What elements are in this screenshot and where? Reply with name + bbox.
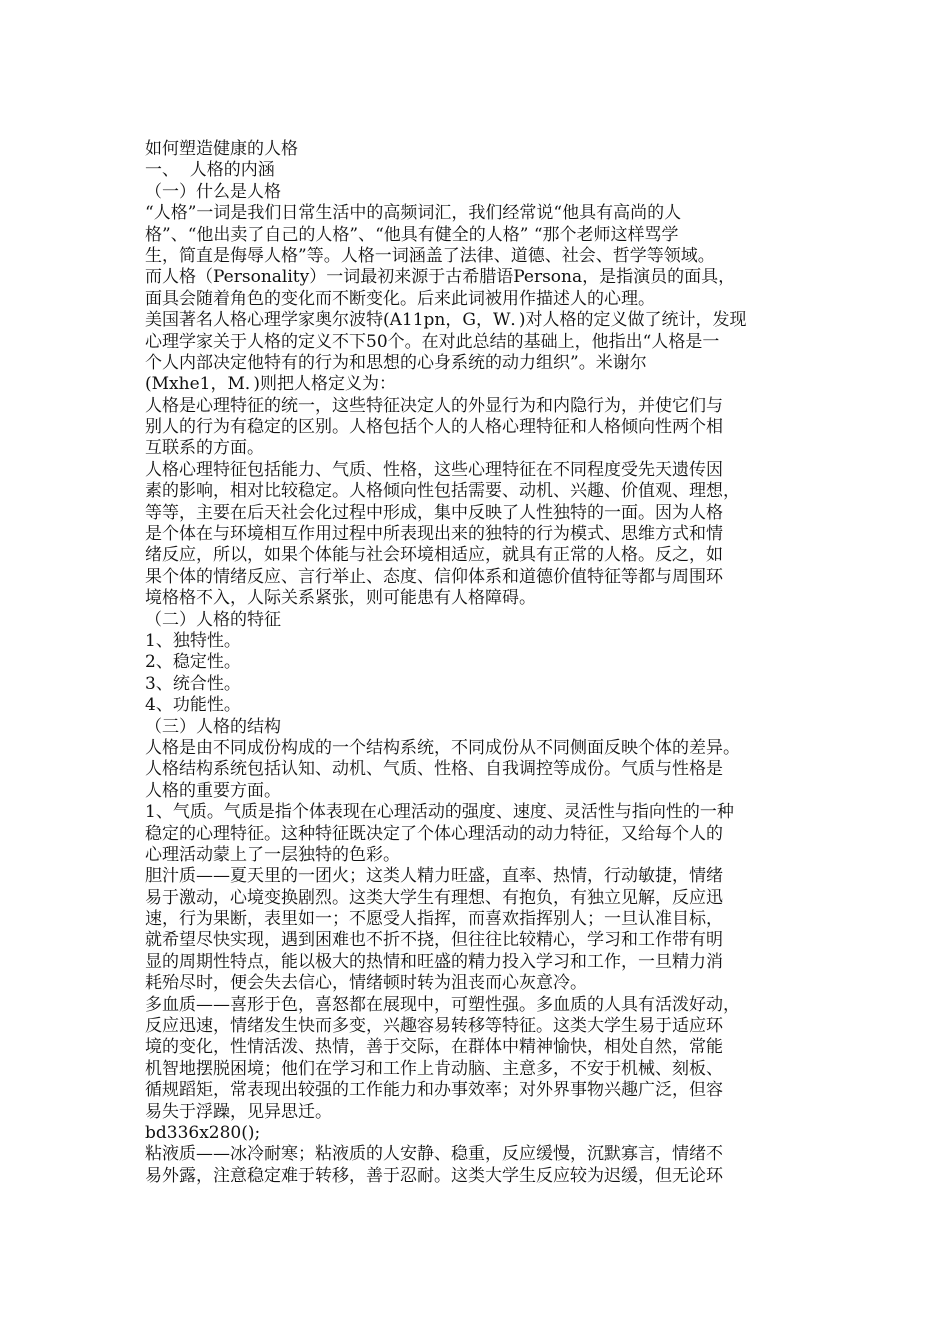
text-line: 别人的行为有稳定的区别。人格包括个人的人格心理特征和人格倾向性两个相 <box>145 417 723 438</box>
text-line: 心理学家关于人格的定义不下50个。在对此总结的基础上，他指出“人格是一 <box>145 331 720 352</box>
text-line: 是个体在与环境相互作用过程中所表现出来的独特的行为模式、思维方式和情 <box>145 524 723 545</box>
subsection-heading: （一）什么是人格 <box>145 181 281 202</box>
text-line: 胆汁质——夏天里的一团火；这类人精力旺盛，直率、热情，行动敏捷，情绪 <box>145 866 723 887</box>
list-item: 2、稳定性。 <box>145 652 241 673</box>
text-line: 心理活动蒙上了一层独特的色彩。 <box>145 844 400 865</box>
text-line: 人格的重要方面。 <box>145 780 281 801</box>
section-heading: 一、 人格的内涵 <box>145 160 275 181</box>
text-line: 显的周期性特点，能以极大的热情和旺盛的精力投入学习和工作，一旦精力消 <box>145 951 723 972</box>
text-line: 个人内部决定他特有的行为和思想的心身系统的动力组织”。米谢尔 <box>145 352 647 373</box>
text-line: 稳定的心理特征。这种特征既决定了个体心理活动的动力特征，又给每个人的 <box>145 823 723 844</box>
text-line: 耗殆尽时，便会失去信心，情绪顿时转为沮丧而心灰意冷。 <box>145 973 587 994</box>
text-line: 易于激动，心境变换剧烈。这类大学生有理想、有抱负，有独立见解，反应迅 <box>145 887 723 908</box>
text-line: 人格是心理特征的统一，这些特征决定人的外显行为和内隐行为，并使它们与 <box>145 395 723 416</box>
doc-title: 如何塑造健康的人格 <box>145 139 298 159</box>
text-line: 面具会随着角色的变化而不断变化。后来此词被用作描述人的心理。 <box>145 288 655 309</box>
code-line: bd336x280(); <box>145 1122 261 1143</box>
text-line: 境的变化，性情活泼、热情，善于交际，在群体中精神愉快，相处自然，常能 <box>145 1037 723 1058</box>
text-line: 境格格不入，人际关系紧张，则可能患有人格障碍。 <box>145 588 536 609</box>
text-line: 生，简直是侮辱人格”等。人格一词涵盖了法律、道德、社会、哲学等领域。 <box>145 245 715 266</box>
text-line: 循规蹈矩，常表现出较强的工作能力和办事效率；对外界事物兴趣广泛，但容 <box>145 1080 723 1101</box>
text-line: 绪反应，所以，如果个体能与社会环境相适应，就具有正常的人格。反之，如 <box>145 545 723 566</box>
text-line: 美国著名人格心理学家奥尔波特(A11pn，G，W．)对人格的定义做了统计，发现 <box>145 310 747 331</box>
list-item: 1、独特性。 <box>145 630 241 651</box>
text-line: “人格”一词是我们日常生活中的高频词汇，我们经常说“他具有高尚的人 <box>145 203 682 224</box>
list-item: 4、功能性。 <box>145 695 241 716</box>
subsection-heading: （三）人格的结构 <box>145 716 281 737</box>
subsection-heading: （二）人格的特征 <box>145 609 281 630</box>
text-line: 果个体的情绪反应、言行举止、态度、信仰体系和道德价值特征等都与周围环 <box>145 566 723 587</box>
text-line: 1、气质。气质是指个体表现在心理活动的强度、速度、灵活性与指向性的一种 <box>145 802 734 823</box>
document-body <box>145 139 810 1187</box>
text-line: 格”、“他出卖了自己的人格”、“他具有健全的人格” “那个老师这样骂学 <box>145 224 679 245</box>
text-line: 人格结构系统包括认知、动机、气质、性格、自我调控等成份。气质与性格是 <box>145 759 723 780</box>
text-line: 而人格（Personality）一词最初来源于古希腊语Persona，是指演员的面具， <box>145 267 736 288</box>
text-line: 素的影响，相对比较稳定。人格倾向性包括需要、动机、兴趣、价值观、理想， <box>145 481 740 502</box>
text-line: 机智地摆脱困境；他们在学习和工作上肯动脑、主意多，不安于机械、刻板、 <box>145 1058 723 1079</box>
text-line: 粘液质——冰冷耐寒；粘液质的人安静、稳重，反应缓慢，沉默寡言，情绪不 <box>145 1144 723 1165</box>
text-line: 易失于浮躁，见异思迁。 <box>145 1101 332 1122</box>
text-line: 等等，主要在后天社会化过程中形成，集中反映了人性独特的一面。因为人格 <box>145 502 723 523</box>
text-line: 反应迅速，情绪发生快而多变，兴趣容易转移等特征。这类大学生易于适应环 <box>145 1016 723 1037</box>
text-line: 就希望尽快实现，遇到困难也不折不挠，但往往比较精心，学习和工作带有明 <box>145 930 723 951</box>
text-line: 人格心理特征包括能力、气质、性格，这些心理特征在不同程度受先天遗传因 <box>145 459 723 480</box>
text-line: 多血质——喜形于色，喜怒都在展现中，可塑性强。多血质的人具有活泼好动， <box>145 994 740 1015</box>
text-line: 互联系的方面。 <box>145 438 264 459</box>
text-line: 人格是由不同成份构成的一个结构系统，不同成份从不同侧面反映个体的差异。 <box>145 737 740 758</box>
text-line: 速，行为果断，表里如一；不愿受人指挥，而喜欢指挥别人；一旦认准目标， <box>145 909 723 930</box>
text-line: (Mxhe1，M．)则把人格定义为： <box>145 374 396 395</box>
list-item: 3、统合性。 <box>145 673 241 694</box>
text-line: 易外露，注意稳定难于转移，善于忍耐。这类大学生反应较为迟缓，但无论环 <box>145 1165 723 1186</box>
